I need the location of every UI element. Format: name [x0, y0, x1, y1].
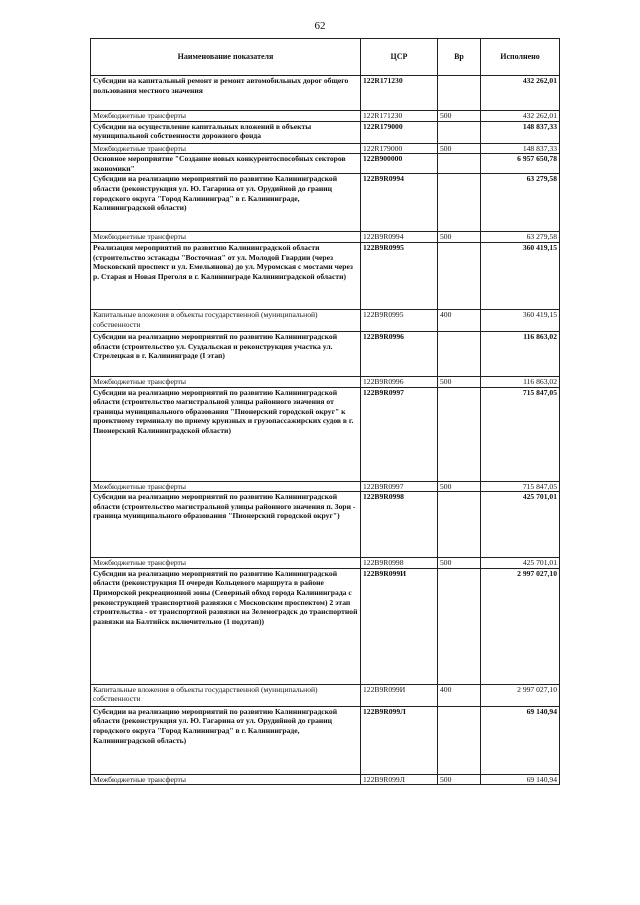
row-csr-cell: 122R171230 — [361, 111, 438, 122]
row-csr-cell: 122B9R0997 — [361, 387, 438, 481]
table-row — [91, 706, 560, 774]
row-vr-cell — [438, 242, 481, 309]
row-vr-cell — [438, 331, 481, 376]
row-csr-cell: 122B9R0997 — [361, 481, 438, 492]
row-csr-cell: 122R179000 — [361, 121, 438, 143]
row-csr-cell: 122B9R099Л — [361, 706, 438, 774]
row-sum-cell: 6 957 650,78 — [481, 154, 560, 174]
row-csr-cell: 122B9R099И — [361, 568, 438, 684]
row-vr-cell — [438, 492, 481, 558]
table-row — [91, 143, 560, 154]
row-vr-cell: 400 — [438, 309, 481, 331]
row-csr-cell: 122R179000 — [361, 143, 438, 154]
row-sum-cell: 425 701,01 — [481, 558, 560, 569]
row-csr-cell: 122R171230 — [361, 76, 438, 111]
table-row — [91, 376, 560, 387]
table-row — [91, 309, 560, 331]
row-vr-cell: 500 — [438, 774, 481, 785]
row-vr-cell: 500 — [438, 558, 481, 569]
row-name-cell: Субсидии на реализацию мероприятий по развитию Калининградской области (реконструкция II очереди Кольцевого маршрута в районе Приморской рекреационной зоны (Северный обход города Калининграда с реконструкцией транспортной развязки с Московским проспектом) 2 этап строительства - от транспортной развязки на Зеленоградск до транспортной развязки на Балтийск включительно (1 подэтап)) — [91, 568, 361, 684]
table-header-row — [91, 39, 560, 76]
row-csr-cell: 122B9R0996 — [361, 376, 438, 387]
row-csr-cell: 122B900000 — [361, 154, 438, 174]
row-name-cell: Межбюджетные трансферты — [91, 481, 361, 492]
row-sum-cell: 148 837,33 — [481, 143, 560, 154]
row-vr-cell: 500 — [438, 232, 481, 243]
row-name-cell: Субсидии на реализацию мероприятий по развитию Калининградской области (строительство магистральной улицы районного значения п. Зори - граница муниципального образования "Пионерский городской округ") — [91, 492, 361, 558]
header-vr: Вр — [438, 39, 481, 76]
row-name-cell: Межбюджетные трансферты — [91, 232, 361, 243]
row-name-cell: Основное мероприятие "Создание новых конкурентоспособных секторов экономики" — [91, 154, 361, 174]
row-sum-cell: 432 262,01 — [481, 76, 560, 111]
row-sum-cell: 360 419,15 — [481, 309, 560, 331]
row-sum-cell: 63 279,58 — [481, 174, 560, 232]
table-row — [91, 121, 560, 143]
header-name: Наименование показателя — [91, 39, 361, 76]
row-name-cell: Субсидии на осуществление капитальных вложений в объекты муниципальной собственности дорожного фонда — [91, 121, 361, 143]
row-sum-cell: 432 262,01 — [481, 111, 560, 122]
page-number: 62 — [314, 20, 326, 32]
row-vr-cell — [438, 568, 481, 684]
table-row — [91, 111, 560, 122]
table-row — [91, 154, 560, 174]
table-row — [91, 568, 560, 684]
row-name-cell: Субсидии на реализацию мероприятий по развитию Калининградской области (строительство магистральной улицы районного значения от границы муниципального образования "Пионерский городской округ" к проектному терминалу по приему круизных и грузопассажирских судов в г. Пионерский Калининградской области) — [91, 387, 361, 481]
table-row — [91, 174, 560, 232]
row-csr-cell: 122B9R0998 — [361, 492, 438, 558]
row-vr-cell — [438, 387, 481, 481]
row-csr-cell: 122B9R0994 — [361, 174, 438, 232]
row-name-cell: Капитальные вложения в объекты государственной (муниципальной) собственности — [91, 684, 361, 706]
row-name-cell: Реализация мероприятий по развитию Калининградской области (строительство эстакады "Восточная" от ул. Молодой Гвардии (через Московский проспект и ул. Емельянова) до ул. Муромская с мостами через р. Старая и Новая Преголя в г. Калининграде Калининградской области) — [91, 242, 361, 309]
row-vr-cell: 400 — [438, 684, 481, 706]
budget-table — [90, 38, 560, 785]
row-sum-cell: 116 863,02 — [481, 376, 560, 387]
row-vr-cell: 500 — [438, 111, 481, 122]
row-vr-cell: 500 — [438, 376, 481, 387]
row-name-cell: Межбюджетные трансферты — [91, 376, 361, 387]
row-sum-cell: 715 847,05 — [481, 387, 560, 481]
row-name-cell: Субсидии на реализацию мероприятий по развитию Калининградской области (реконструкция ул. Ю. Гагарина от ул. Орудийной до границ городского округа "Город Калининград" в г. Калининграде, Калининградской области) — [91, 174, 361, 232]
row-name-cell: Капитальные вложения в объекты государственной (муниципальной) собственности — [91, 309, 361, 331]
row-sum-cell: 360 419,15 — [481, 242, 560, 309]
table-row — [91, 774, 560, 785]
row-sum-cell: 69 140,94 — [481, 706, 560, 774]
row-sum-cell: 116 863,02 — [481, 331, 560, 376]
row-vr-cell — [438, 706, 481, 774]
row-vr-cell — [438, 76, 481, 111]
table-row — [91, 331, 560, 376]
row-name-cell: Субсидии на капитальный ремонт и ремонт автомобильных дорог общего пользования местного значения — [91, 76, 361, 111]
row-sum-cell: 148 837,33 — [481, 121, 560, 143]
row-csr-cell: 122B9R0995 — [361, 242, 438, 309]
row-sum-cell: 2 997 027,10 — [481, 684, 560, 706]
row-csr-cell: 122B9R0995 — [361, 309, 438, 331]
row-name-cell: Межбюджетные трансферты — [91, 558, 361, 569]
header-executed: Исполнено — [481, 39, 560, 76]
row-vr-cell — [438, 174, 481, 232]
row-csr-cell: 122B9R0994 — [361, 232, 438, 243]
row-csr-cell: 122B9R0996 — [361, 331, 438, 376]
row-sum-cell: 69 140,94 — [481, 774, 560, 785]
table-row — [91, 387, 560, 481]
row-csr-cell: 122B9R099И — [361, 684, 438, 706]
row-name-cell: Межбюджетные трансферты — [91, 111, 361, 122]
row-vr-cell: 500 — [438, 481, 481, 492]
row-sum-cell: 425 701,01 — [481, 492, 560, 558]
row-sum-cell: 715 847,05 — [481, 481, 560, 492]
table-row — [91, 492, 560, 558]
row-sum-cell: 2 997 027,10 — [481, 568, 560, 684]
row-vr-cell: 500 — [438, 143, 481, 154]
row-name-cell: Субсидии на реализацию мероприятий по развитию Калининградской области (реконструкция ул. Ю. Гагарина от ул. Орудийной до границ городского округа "Город Калининград" в г. Калининграде, Калининградской область) — [91, 706, 361, 774]
table-row — [91, 481, 560, 492]
table-row — [91, 232, 560, 243]
row-vr-cell — [438, 154, 481, 174]
table-row — [91, 684, 560, 706]
row-name-cell: Межбюджетные трансферты — [91, 774, 361, 785]
row-name-cell: Субсидии на реализацию мероприятий по развитию Калининградской области (строительство ул. Суздальская и реконструкция участка ул. Стрелецкая в г. Калининграде (I этап) — [91, 331, 361, 376]
row-vr-cell — [438, 121, 481, 143]
table-row — [91, 558, 560, 569]
table-body — [91, 76, 560, 785]
row-sum-cell: 63 279,58 — [481, 232, 560, 243]
row-csr-cell: 122B9R0998 — [361, 558, 438, 569]
table-row — [91, 242, 560, 309]
row-name-cell: Межбюджетные трансферты — [91, 143, 361, 154]
table-row — [91, 76, 560, 111]
row-csr-cell: 122B9R099Л — [361, 774, 438, 785]
header-csr: ЦСР — [361, 39, 438, 76]
